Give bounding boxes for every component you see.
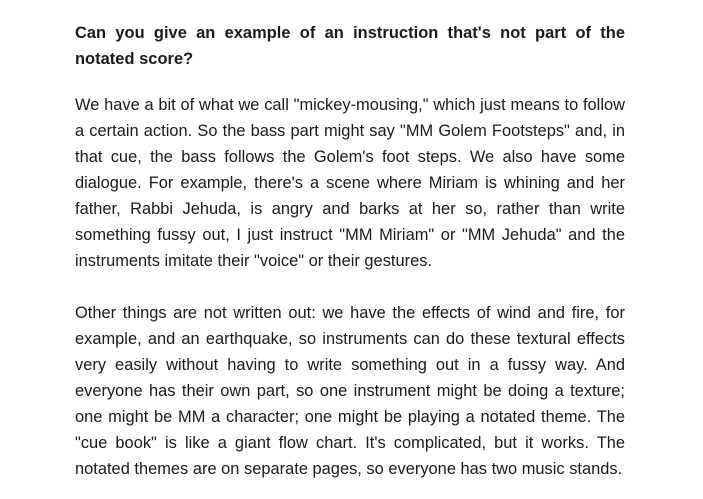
answer-paragraph-2: Other things are not written out: we have the effects of wind and fire, for example, and an earthquake, so instruments can do these textural effects very easily without having to write something out in a fussy way. And everyone has their own part, so one instrument might be doing a texture; one might be MM a character; one might be playing a notated theme. The "cue book" is like a giant flow chart. It's complicated, but it works. The notated themes are on separate pages, so everyone has two music stands. [75,304,625,478]
answer-paragraph-1: We have a bit of what we call "mickey-mousing," which just means to follow a certain action. So the bass part might say "MM Golem Footsteps" and, in that cue, the bass follows the Golem's foot steps. We also have some dialogue. For example, there's a scene where Miriam is whining and her father, Rabbi Jehuda, is angry and barks at her so, rather than write something fussy out, I just instruct "MM Miriam" or "MM Jehuda" and the instruments imitate their "voice" or their gestures. [75,96,625,270]
article-body [75,20,625,482]
interview-question: Can you give an example of an instruction that's not part of the notated score? [75,24,625,68]
